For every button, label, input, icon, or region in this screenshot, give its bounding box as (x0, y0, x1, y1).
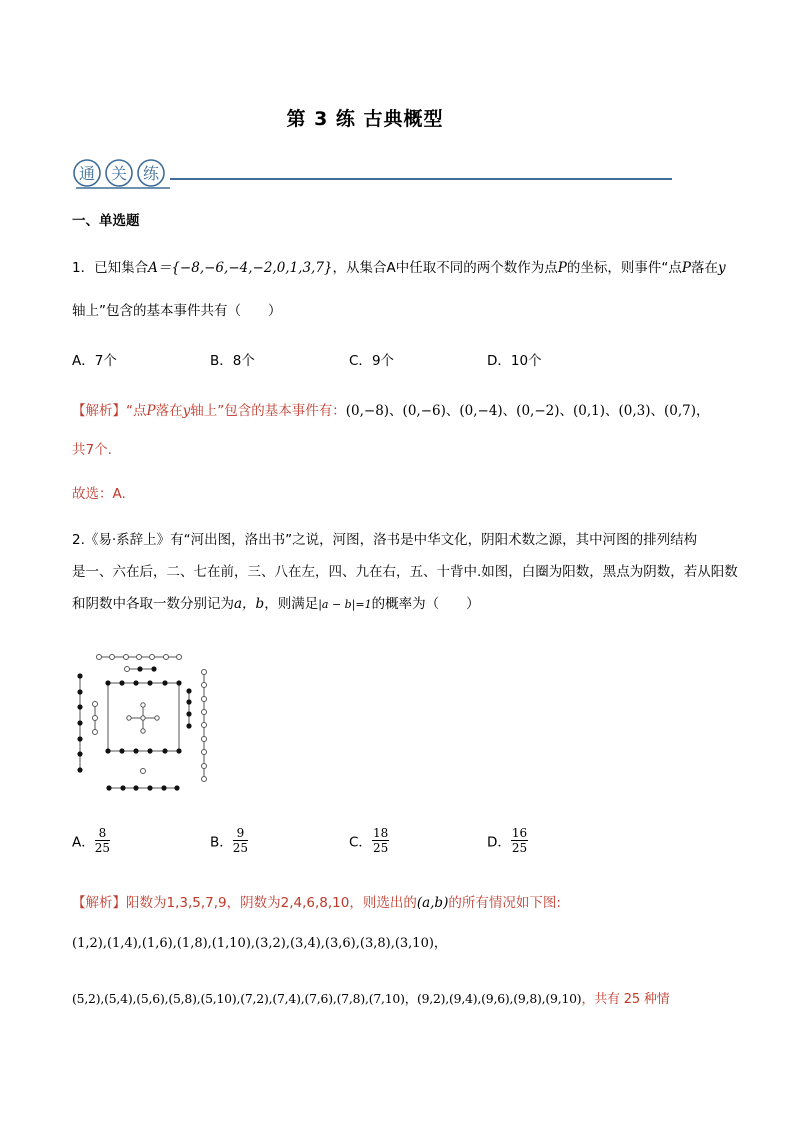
page-title: 第 3 练 古典概型 (286, 108, 444, 130)
q1-text: ，从集合A中任取不同的两个数作为点 (332, 260, 558, 276)
q1-text: 1．已知集合 (72, 260, 149, 276)
section-heading: 一、单选题 (72, 213, 140, 229)
q1-option-d[interactable]: D．10个 (487, 353, 542, 369)
q2-option-d[interactable]: D． $\frac{16}{25}$ (487, 826, 528, 855)
q2-analysis-line-1: 【解析】阳数为1,3,5,7,9，阴数为2,4,6,8,10，则选出的(a,b)的所有情况如下图: (72, 895, 561, 911)
analysis-tag: 【解析】 (72, 403, 126, 419)
fraction: $\frac{8}{25}$ (94, 826, 111, 855)
q2-pairs-line-2: (5,2),(5,4),(5,6),(5,8),(5,10),(7,2),(7,4),(7,6),(7,8),(7,10)，(9,2),(9,4),(9,6),(9,8),(9,10)，共有 25 种情 (72, 991, 670, 1007)
q1-stem-line-1 (72, 256, 726, 276)
q2-option-b[interactable]: B． $\frac{9}{25}$ (210, 826, 249, 855)
q2-condition: |a − b|=1 (318, 598, 372, 611)
q1-set-expression: A＝{−8,−6,−4,−2,0,1,3,7} (148, 260, 333, 276)
q1-answer: 故选：A. (72, 486, 126, 502)
q2-vars: a，b (234, 596, 265, 612)
fraction: $\frac{16}{25}$ (511, 826, 528, 855)
q2-yin-numbers: 2,4,6,8,10 (280, 895, 350, 911)
q1-analysis-line-2: 共7个. (72, 442, 112, 458)
q1-option-a[interactable]: A．7个 (72, 353, 117, 369)
q2-stem-line-2: 是一、六在后，二、七在前，三、八在左，四、九在右，五、十背中.如图，白圈为阳数，黑点为阴数，若从阳数 (72, 564, 738, 580)
fraction: $\frac{18}{25}$ (372, 826, 389, 855)
fraction: $\frac{9}{25}$ (232, 826, 249, 855)
q2-stem-line-3: 和阴数中各取一数分别记为a，b，则满足|a − b|=1的概率为（ ） (72, 596, 480, 612)
q2-option-c[interactable]: C． $\frac{18}{25}$ (349, 826, 389, 855)
q2-pairs-line-1: (1,2),(1,4),(1,6),(1,8),(1,10),(3,2),(3,4),(3,6),(3,8),(3,10)， (72, 936, 447, 951)
q1-stem-line-2: 轴上”包含的基本事件共有（ ） (72, 303, 282, 319)
section-banner (72, 156, 172, 192)
banner-divider (170, 178, 672, 180)
banner-char-3: 练 (142, 164, 160, 183)
hetu-diagram (70, 648, 220, 798)
q1-option-c[interactable]: C．9个 (349, 353, 395, 369)
q2-yang-numbers: 1,3,5,7,9 (166, 895, 227, 911)
q1-var-y: y (717, 260, 726, 276)
q1-var-p: P (681, 260, 691, 276)
q1-var-p: P (557, 260, 567, 276)
q2-option-a[interactable]: A． $\frac{8}{25}$ (72, 826, 111, 855)
analysis-tag: 【解析】 (72, 895, 126, 911)
q1-text: 落在 (690, 260, 718, 276)
banner-char-2: 关 (110, 164, 128, 183)
banner-char-1: 通 (78, 164, 96, 183)
q2-stem-line-1: 2.《易·系辞上》有“河出图，洛出书”之说，河图，洛书是中华文化，阴阳术数之源，其中河图的排列结构 (72, 532, 698, 548)
q1-analysis-line-1: 【解析】“点P落在y轴上”包含的基本事件有：(0,−8)、(0,−6)、(0,−4)、(0,−2)、(0,1)、(0,3)、(0,7)， (72, 403, 710, 419)
q1-text: 的坐标，则事件“点 (566, 260, 682, 276)
q1-option-b[interactable]: B．8个 (210, 353, 255, 369)
q1-analysis-points: (0,−8)、(0,−6)、(0,−4)、(0,−2)、(0,1)、(0,3)、(0,7)， (345, 403, 710, 419)
